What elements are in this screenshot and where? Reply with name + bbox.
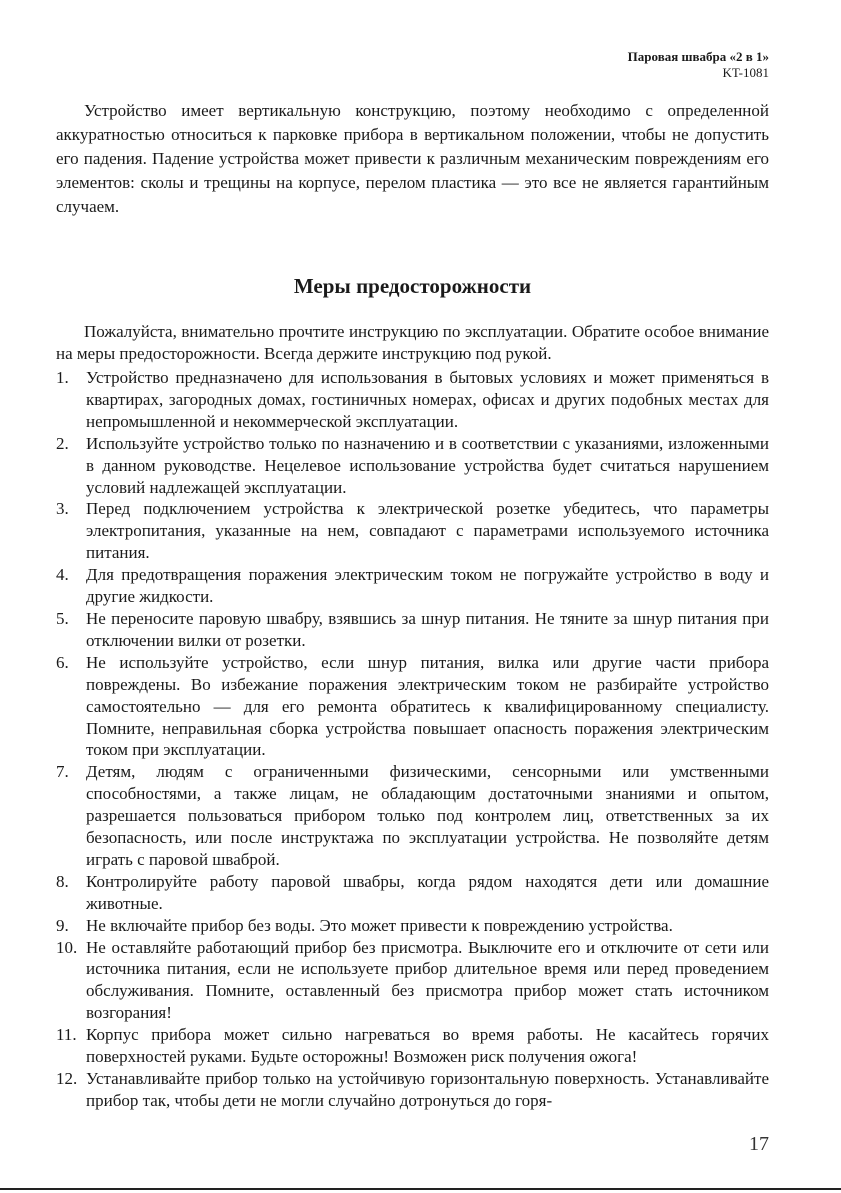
list-item xyxy=(56,937,769,1025)
list-item xyxy=(56,367,769,433)
list-item-number: 7. xyxy=(56,762,69,782)
list-item-text: Контролируйте работу паровой швабры, когда рядом находятся дети или домашние животные. xyxy=(86,871,769,913)
list-item xyxy=(56,652,769,762)
list-item xyxy=(56,1024,769,1068)
model-number: KT-1081 xyxy=(722,65,769,80)
list-item-text: Не оставляйте работающий прибор без присмотра. Выключите его и отключите от сети или источника питания, если не используете прибор длительное время или перед проведением обслуживания. Помните, оставленный без присмотра прибор может стать источником возгорания! xyxy=(86,937,769,1023)
list-item xyxy=(56,915,769,937)
list-item-number: 8. xyxy=(56,871,69,891)
list-item-text: Не переносите паровую швабру, взявшись за шнур питания. Не тяните за шнур питания при отключении вилки от розетки. xyxy=(86,608,769,650)
product-name: Паровая швабра «2 в 1» xyxy=(627,49,769,64)
bottom-divider xyxy=(0,1188,841,1190)
list-item-text: Не включайте прибор без воды. Это может привести к повреждению устройства. xyxy=(86,915,673,935)
list-item-text: Детям, людям с ограниченными физическими, сенсорными или умственными способностями, а также лицам, не обладающим достаточными знаниями и опытом, разрешается пользоваться прибором только под контролем лиц, ответственных за их безопасность, или после инструктажа по эксплуатации устройства. Не позволяйте детям играть с паровой шваброй. xyxy=(86,762,769,869)
list-item-number: 12. xyxy=(56,1069,78,1088)
precautions-list xyxy=(56,367,769,1112)
page-number: 17 xyxy=(749,1133,769,1155)
list-item-number: 5. xyxy=(56,608,69,628)
list-item-text: Устанавливайте прибор только на устойчивую горизонтальную поверхность. Устанавливайте прибор так, чтобы дети не могли случайно дотронуться до горя- xyxy=(86,1069,769,1110)
section-title: Меры предосторожности xyxy=(293,274,532,298)
list-item xyxy=(56,498,769,564)
list-item xyxy=(56,608,769,652)
list-item-text: Перед подключением устройства к электрической розетке убедитесь, что параметры электропитания, указанные на нем, совпадают с параметрами используемого источника питания. xyxy=(86,499,769,563)
list-item xyxy=(56,1068,769,1112)
intro-paragraph: Устройство имеет вертикальную конструкцию, поэтому необходимо с определенной аккуратностью относиться к парковке прибора в вертикальном положении, чтобы не допустить его падения. Падение устройства может привести к различным механическим повреждениям его элементов: сколы и трещины на корпусе, перелом пластика — это все не является гарантийным случаем. xyxy=(56,101,769,216)
list-item-text: Корпус прибора может сильно нагреваться во время работы. Не касайтесь горячих поверхностей руками. Будьте осторожны! Возможен риск получения ожога! xyxy=(86,1025,769,1067)
list-item-text: Используйте устройство только по назначению и в соответствии с указаниями, изложенными в данном руководстве. Нецелевое использование устройства будет считаться нарушением условий надлежащей эксплуатации. xyxy=(86,433,769,497)
list-item-number: 10. xyxy=(56,937,78,957)
section-lead: Пожалуйста, внимательно прочтите инструкцию по эксплуатации. Обратите особое внимание на меры предосторожности. Всегда держите инструкцию под рукой. xyxy=(56,322,769,364)
list-item xyxy=(56,871,769,915)
list-item-number: 11. xyxy=(56,1025,77,1045)
list-item-number: 1. xyxy=(56,368,69,387)
list-item-number: 6. xyxy=(56,652,69,672)
list-item-number: 9. xyxy=(56,915,69,935)
list-item-text: Не используйте устройство, если шнур питания, вилка или другие части прибора повреждены. Во избежание поражения электрическим током не разбирайте устройство самостоятельно — для его ремонта обратитесь к квалифицированному специалисту. Помните, неправильная сборка устройства повышает опасность поражения электрическим током при эксплуатации. xyxy=(86,652,769,760)
list-item-number: 3. xyxy=(56,499,69,519)
list-item-text: Устройство предназначено для использования в бытовых условиях и может применяться в квартирах, загородных домах, гостиничных номерах, офисах и других подобных местах для непромышленной и некоммерческой эксплуатации. xyxy=(86,368,769,431)
list-item xyxy=(56,761,769,871)
list-item-number: 4. xyxy=(56,565,69,585)
list-item-text: Для предотвращения поражения электрическим током не погружайте устройство в воду и другие жидкости. xyxy=(86,565,769,607)
list-item xyxy=(56,564,769,608)
page-header xyxy=(628,49,769,81)
list-item xyxy=(56,433,769,499)
list-item-number: 2. xyxy=(56,433,69,453)
